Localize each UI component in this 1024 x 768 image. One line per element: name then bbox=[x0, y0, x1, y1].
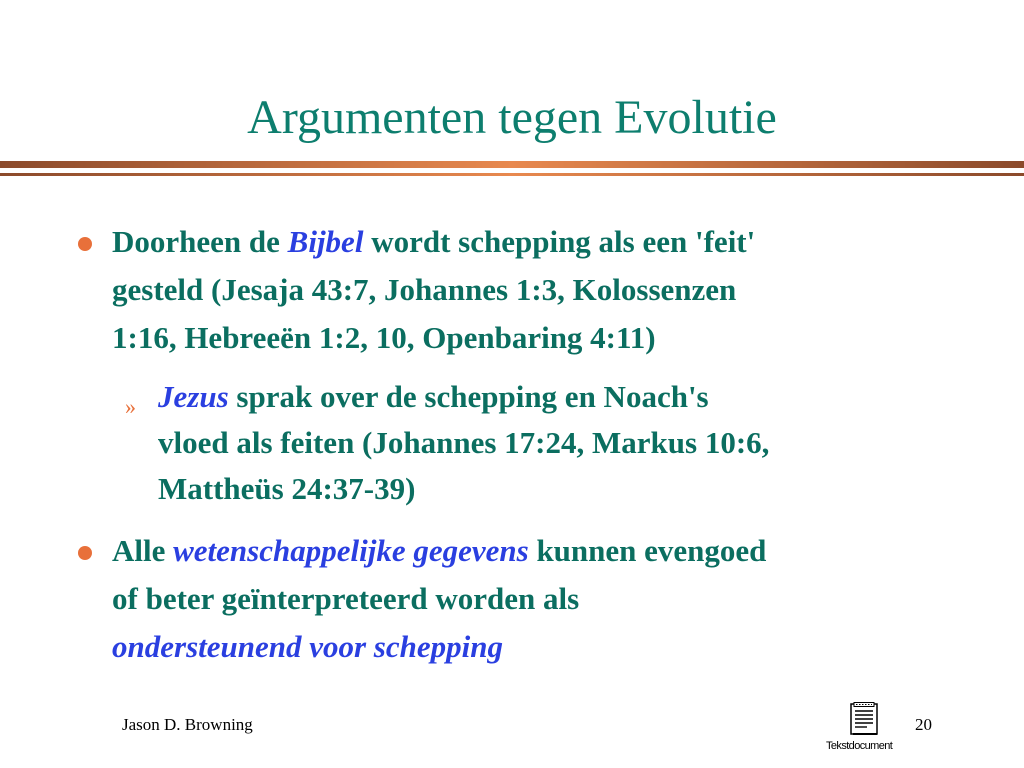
sub-bullet-1-text bbox=[158, 374, 958, 512]
slide-title: Argumenten tegen Evolutie bbox=[247, 91, 777, 144]
bullet-dot-icon bbox=[78, 237, 92, 251]
footer-author: Jason D. Browning bbox=[122, 715, 253, 734]
bullet-2-emphasis: wetenschappelijke gegevens bbox=[173, 533, 529, 568]
bullet-1-pre: Doorheen de bbox=[112, 224, 288, 259]
text-document-icon[interactable] bbox=[849, 702, 879, 736]
bullet-1-text bbox=[112, 218, 962, 362]
bullet-2-line3-emphasis: ondersteunend voor schepping bbox=[112, 629, 503, 664]
sub-bullet-marker-icon: » bbox=[125, 394, 136, 419]
bullet-1-post: wordt schepping als een 'feit' bbox=[363, 224, 756, 259]
bullet-2-text bbox=[112, 527, 962, 671]
doc-caption[interactable]: Tekstdocument bbox=[826, 740, 893, 752]
bullet-1-emphasis: Bijbel bbox=[287, 224, 364, 259]
bullet-1-line3: 1:16, Hebreeën 1:2, 10, Openbaring 4:11) bbox=[112, 320, 656, 355]
bullet-2-line2: of beter geïnterpreteerd worden als bbox=[112, 581, 580, 616]
bullet-1-line2: gesteld (Jesaja 43:7, Johannes 1:3, Kolossenzen bbox=[112, 272, 737, 307]
sub-bullet-line3: Mattheüs 24:37-39) bbox=[158, 471, 416, 506]
page-number: 20 bbox=[915, 715, 932, 734]
bullet-dot-icon bbox=[78, 546, 92, 560]
bullet-2-post: kunnen evengoed bbox=[528, 533, 767, 568]
sub-bullet-emphasis: Jezus bbox=[158, 379, 229, 414]
sub-bullet-line2: vloed als feiten (Johannes 17:24, Markus 10:6, bbox=[158, 425, 770, 460]
sub-bullet-post: sprak over de schepping en Noach's bbox=[228, 379, 709, 414]
bullet-2-pre: Alle bbox=[112, 533, 174, 568]
